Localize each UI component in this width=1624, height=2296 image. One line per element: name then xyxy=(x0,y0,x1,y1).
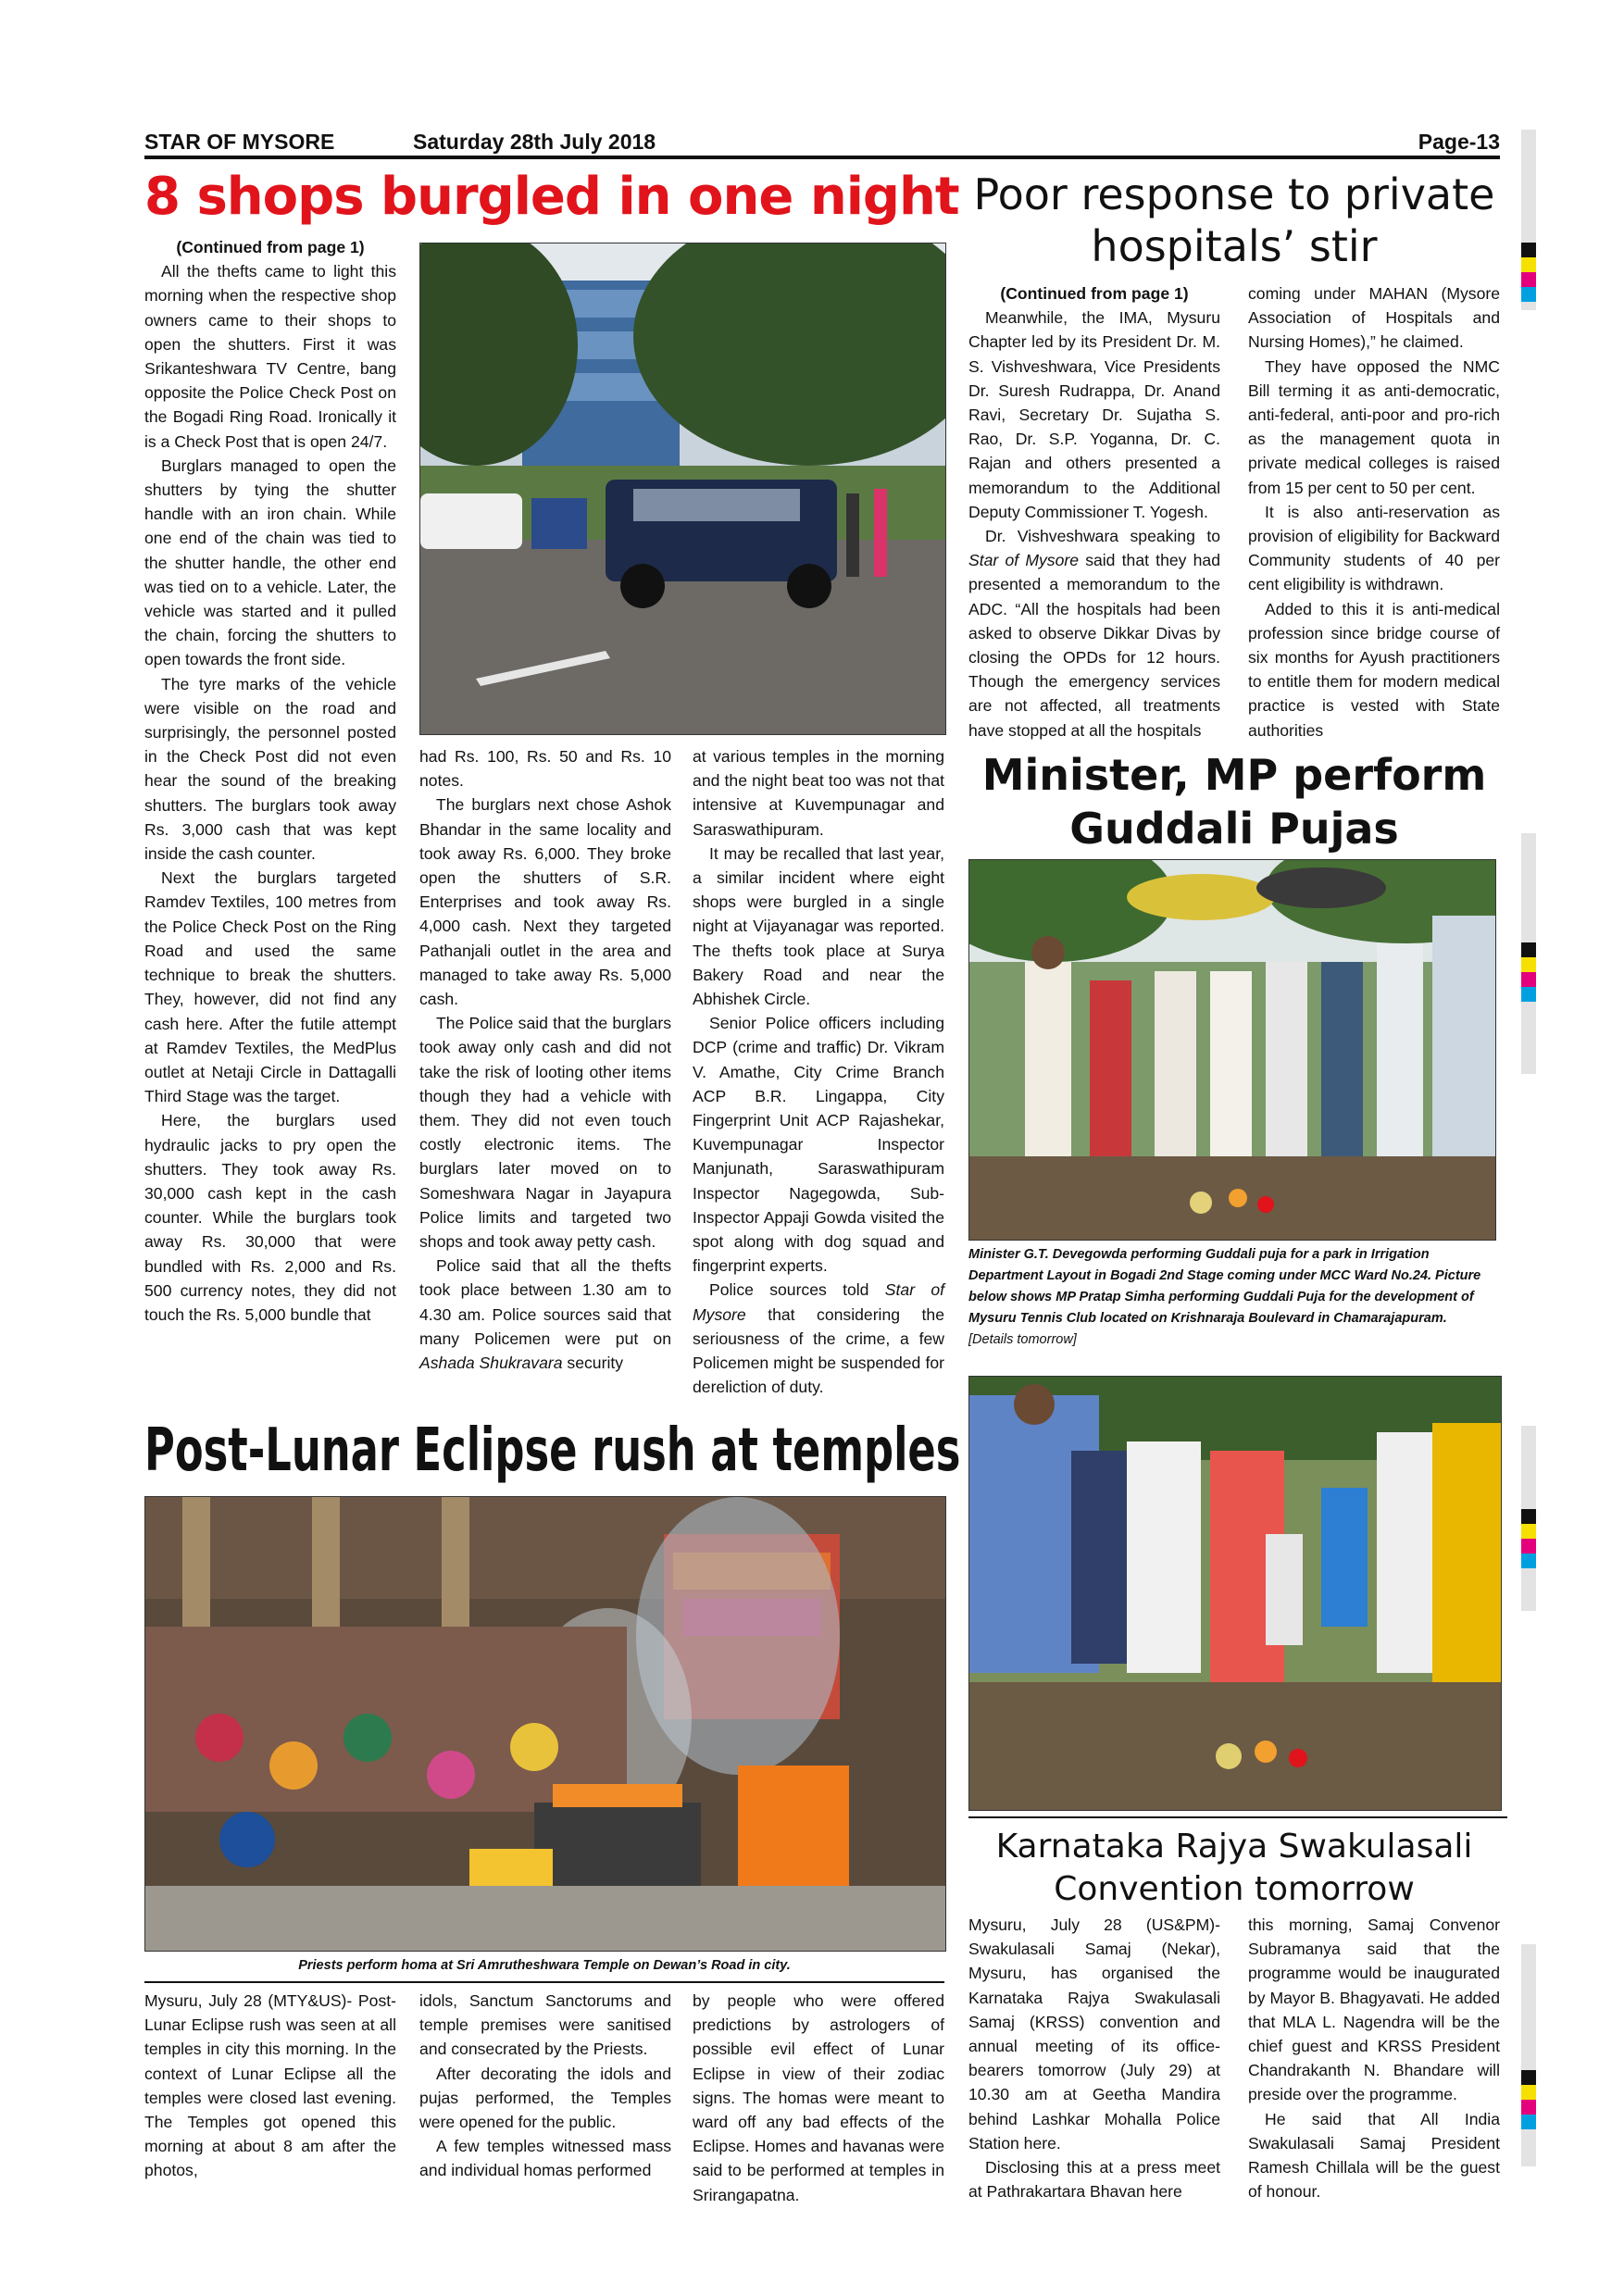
paragraph: coming under MAHAN (Mysore Association of Hospitals and Nursing Homes),” he claimed. xyxy=(1248,284,1500,352)
eclipse-column-3 xyxy=(693,1989,944,2207)
reg-black xyxy=(1521,942,1536,957)
registration-marks xyxy=(1521,243,1536,302)
paragraph: Senior Police officers including DCP (crime and traffic) Dr. Vikram V. Amathe, City Crime Branch ACP B.R. Lingappa, City Fingerprint Unit ACP Rajashekar, Kuvempunagar Inspector Manjunath, Saraswathipuram Inspector Nagegowda, Sub-Inspector Appaji Gowda visited the spot along with dog squad and fingerprint experts. xyxy=(693,1014,944,1276)
eclipse-caption: Priests perform homa at Sri Amrutheshwara Temple on Dewan’s Road in city. xyxy=(298,1958,791,1973)
reg-cyan xyxy=(1521,287,1536,302)
paragraph: had Rs. 100, Rs. 50 and Rs. 10 notes. xyxy=(419,747,671,791)
paragraph: Next the burglars targeted Ramdev Textiles, 100 metres from the Police Check Post on the Ring Road and used the same technique to break the shutters. They, however, did not find any cash here. After the futile attempt at Ramdev Textiles, the MedPlus outlet at Netaji Circle in Dattagalli Third Stage was the target. xyxy=(144,868,396,1106)
paragraph: Disclosing this at a press meet at Pathrakartara Bhavan here xyxy=(968,2158,1220,2202)
pujas-headline: Minister, MP perform Guddali Pujas xyxy=(981,750,1487,854)
paragraph: They have opposed the NMC Bill terming it as anti-democratic, anti-federal, anti-poor and pro-rich as the management quota in private medical colleges is raised from 15 per cent to 50 per cent. xyxy=(1248,356,1500,497)
paragraph: Mysuru, July 28 (MTY&US)- Post-Lunar Eclipse rush was seen at all temples in city this morning. In the context of Lunar Eclipse all the temples were closed last evening. The Temples got opened this morning at about 8 am after the photos, xyxy=(144,1991,396,2180)
paragraph: Police said that all the thefts took place between 1.30 am to 4.30 am. Police sources said that many Policemen were put on Ashada Shukravara security xyxy=(419,1256,671,1373)
reg-black xyxy=(1521,1509,1536,1524)
puja-photo-minister xyxy=(968,859,1496,1241)
hospitals-headline: Poor response to private hospitals’ stir xyxy=(973,169,1495,271)
issue-date: Saturday 28th July 2018 xyxy=(413,130,656,154)
continued-label: (Continued from page 1) xyxy=(1000,284,1189,303)
paragraph: Meanwhile, the IMA, Mysuru Chapter led by its President Dr. M. S. Vishveshwara, Vice Presidents Dr. Suresh Rudrappa, Dr. Anand Ravi, Secretary Dr. Sujatha S. Rao, Dr. S.P. Yoganna, Dr. C. Rajan and others presented a memorandum to the Additional Deputy Commissioner T. Yogesh. xyxy=(968,308,1220,521)
krss-column-1 xyxy=(968,1913,1220,2203)
caption-tail: [Details tomorrow] xyxy=(968,1332,1077,1347)
paragraph: Police sources told Star of Mysore that considering the seriousness of the crime, a few Policemen might be suspended for dereliction of duty. xyxy=(693,1280,945,1397)
reg-cyan xyxy=(1521,987,1536,1002)
registration-marks xyxy=(1521,2070,1536,2129)
paragraph: He said that All India Swakulasali Samaj President Ramesh Chillala will be the guest of honour. xyxy=(1248,2109,1500,2202)
paragraph: After decorating the idols and pujas performed, the Temples were opened for the public. xyxy=(419,2064,671,2132)
caption-rule xyxy=(144,1981,944,1983)
section-rule xyxy=(968,1816,1507,1818)
burglary-column-2 xyxy=(419,744,671,1375)
reg-magenta xyxy=(1521,2100,1536,2115)
puja-photo-mp xyxy=(968,1376,1502,1811)
reg-cyan xyxy=(1521,2115,1536,2129)
registration-strip xyxy=(1521,1944,1536,2166)
paragraph: It may be recalled that last year, a similar incident where eight shops were burgled in a single night at Vijayanagar was reported. The thefts took place at Surya Bakery Road and near the Abhishek Circle. xyxy=(693,843,944,1009)
italic-text: Ashada Shukravara xyxy=(419,1354,563,1373)
hospitals-column-2 xyxy=(1248,281,1500,742)
burglary-headline: 8 shops burgled in one night xyxy=(144,167,959,227)
eclipse-column-1 xyxy=(144,1989,396,2183)
eclipse-homa-photo xyxy=(144,1496,946,1952)
publication-name: STAR OF MYSORE xyxy=(144,130,335,154)
paragraph: Here, the burglars used hydraulic jacks to pry open the shutters. They took away Rs. 30,000 cash kept in the cash counter. While the burglars took away Rs. 30,000 that were bundled with Rs. 2,000 and Rs. 500 currency notes, they did not touch the Rs. 5,000 bundle that xyxy=(144,1111,396,1324)
burglary-police-photo xyxy=(419,243,946,735)
paragraph: Dr. Vishveshwara speaking to Star of Mysore said that they had presented a memorandum to the ADC. “All the hospitals had been asked to observe Dikkar Divas by closing the OPDs for 12 hours. Though the emergency services are not affected, all treatments have stopped at all the hospitals xyxy=(968,527,1220,740)
italic-text: Star of Mysore xyxy=(968,551,1079,570)
reg-yellow xyxy=(1521,1524,1536,1539)
paragraph: The tyre marks of the vehicle were visible on the road and surprisingly, the personnel posted in the Check Post did not even hear the sound of the breaking shutters. The burglars took away Rs. 3,000 cash that was kept inside the cash counter. xyxy=(144,674,396,864)
paragraph: Added to this it is anti-medical profession since bridge course of six months for Ayush practitioners to entitle them for modern medical practice is vested with State authorities xyxy=(1248,599,1500,740)
reg-cyan xyxy=(1521,1554,1536,1568)
paragraph: It is also anti-reservation as provision of eligibility for Backward Community students of 40 per cent eligibility is withdrawn. xyxy=(1248,502,1500,594)
reg-black xyxy=(1521,243,1536,257)
krss-headline: Karnataka Rajya Swakulasali Convention tomorrow xyxy=(995,1828,1473,1908)
paragraph: at various temples in the morning and the night beat too was not that intensive at Kuvempunagar and Saraswathipuram. xyxy=(693,747,944,839)
puja-caption: Minister G.T. Devegowda performing Guddali puja for a park in Irrigation Department Layout in Bogadi 2nd Stage coming under MCC Ward No.24. Picture below shows MP Pratap Simha performing Guddali Puja for the development of Mysuru Tennis Club located on Krishnaraja Boulevard in Chamarajapuram. [Details tomorrow] xyxy=(968,1247,1481,1347)
burglary-column-1 xyxy=(144,235,396,1327)
eclipse-column-2 xyxy=(419,1989,671,2183)
reg-magenta xyxy=(1521,1539,1536,1554)
reg-yellow xyxy=(1521,957,1536,972)
continued-label: (Continued from page 1) xyxy=(176,238,365,256)
registration-marks xyxy=(1521,942,1536,1002)
reg-yellow xyxy=(1521,257,1536,272)
registration-marks xyxy=(1521,1509,1536,1568)
paragraph: The burglars next chose Ashok Bhandar in the same locality and took away Rs. 6,000. They broke open the shutters of S.R. Enterprises and took away Rs. 4,000 cash. Next they targeted Pathanjali outlet in the area and managed to take away Rs. 5,000 cash. xyxy=(419,795,671,1009)
reg-black xyxy=(1521,2070,1536,2085)
paragraph: The Police said that the burglars took away only cash and did not take the risk of looting other items though they had a vehicle with them. They did not even touch costly electronic items. The burglars later moved on to Someshwara Nagar in Jayapura Police limits and targeted two shops and took away petty cash. xyxy=(419,1014,671,1252)
paragraph: Mysuru, July 28 (US&PM)- Swakulasali Samaj (Nekar), Mysuru, has organised the Karnataka Rajya Swakulasali Samaj (KRSS) convention and annual meeting of its office-bearers tomorrow (July 29) at 10.30 am at Geetha Mandira behind Lashkar Mohalla Police Station here. xyxy=(968,1915,1220,2152)
reg-magenta xyxy=(1521,272,1536,287)
burglary-column-3 xyxy=(693,744,944,1399)
paragraph: A few temples witnessed mass and individual homas performed xyxy=(419,2137,671,2180)
krss-column-2 xyxy=(1248,1913,1500,2203)
reg-magenta xyxy=(1521,972,1536,987)
hospitals-column-1 xyxy=(968,281,1220,742)
paragraph: this morning, Samaj Convenor Subramanya said that the programme would be inaugurated by Mayor B. Bhagyavati. He added that MLA L. Nagendra will be the chief guest and KRSS President Chandrakanth N. Bhandare will preside over the programme. xyxy=(1248,1915,1500,2104)
eclipse-headline: Post-Lunar Eclipse rush at temples xyxy=(144,1416,961,1485)
reg-yellow xyxy=(1521,2085,1536,2100)
paragraph: idols, Sanctum Sanctorums and temple premises were sanitised and consecrated by the Priests. xyxy=(419,1991,671,2059)
italic-text: Star of Mysore xyxy=(693,1280,945,1324)
page-number: Page-13 xyxy=(1418,130,1500,154)
paragraph: Burglars managed to open the shutters by tying the shutter handle with an iron chain. While one end of the chain was tied to the shutter handle, the other end was tied on to a vehicle. Later, the vehicle was started and it pulled the chain, forcing the shutters to open towards the front side. xyxy=(144,455,396,669)
paragraph: All the thefts came to light this morning when the respective shop owners came to their shops to open the shutters. First it was Srikanteshwara TV Centre, bang opposite the Police Check Post on the Bogadi Ring Road. Ironically it is a Check Post that is open 24/7. xyxy=(144,262,396,451)
page-header xyxy=(144,126,1500,157)
paragraph: by people who were offered predictions by astrologers of possible evil effect of Lunar Eclipse in view of their zodiac signs. The homas were meant to ward off any bad effects of the Eclipse. Homes and havanas were said to be performed at temples in Srirangapatna. xyxy=(693,1991,944,2204)
header-rule xyxy=(144,156,1500,159)
